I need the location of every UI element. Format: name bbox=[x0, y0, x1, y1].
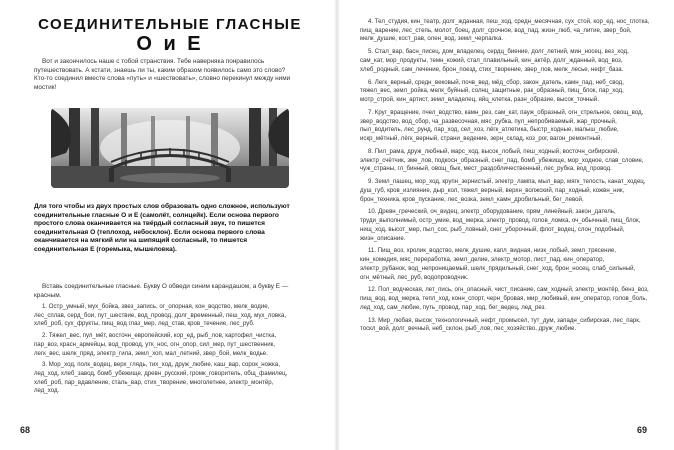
exercise-list-right bbox=[360, 18, 650, 338]
exercise-item: 8. Пил_рама, друж_любный, марс_ход, высок_лобый, пеш_ходный, восточн_сибирский, электр_счётчик, зме_лов, подкосн_образный, снег_пад, бомб_убежище, мор_ходное, слав_словие, чуж_страны, гл_бинный, овощ_бык, мест_раздобличественный, лес_рубка, вод_провод. bbox=[360, 147, 644, 173]
exercise-item: 3. Мор_ход, полк_водец, верх_глядь, тих_ход, друж_любие, каш_вар, сорок_ножка, лед_ход, хлеб_завод, бомб_убежище, древн_русский, громк_говоритель, общ_фамилец, хлеб_роб, пар_вдавление, сталь_вар, стих_творение, многолетнее, электр_монтёр, лед_ход. bbox=[34, 361, 288, 395]
exercise-item: 5. Стал_вар, басн_писец, дом_владелец, сердц_биение, долг_летний, мин_носец, вез_ход, сам_кат, мор_продукты, темн_кожий, стал_плавильный, кин_актёр, долг_жданный, вод_воз, хлеб_родный, сам_лечение, брон_поезд, стих_творение, звер_лов, мелк_лесье, нефт_база. bbox=[360, 48, 629, 73]
page-number-right: 69 bbox=[637, 425, 648, 435]
exercise-item: 10. Древн_греческий, оч_видец, электр_оборудование, прям_линейный, закон_датель, труди_выполнимый, остр_умие, вод_мерка, электр_провод, голов_ломка, оч_обычный, пищ_блок, нищ_ход, высот_мер, пыл_сос, рыб_ловный, снег_уборочный, флот_водец, слон_подобный, жизн_описание. bbox=[360, 208, 641, 242]
exercise-item: 1. Остр_умный, мух_бойка, звез_запись, ог_опорная, кон_водство, мелк_водие, лес_сплав, серд_бои, пут_шествие, вод_провод, долг_временный, пеш_ход, мух_ловка, хлеб_роб, сух_фрукты, пищ_вод глаз_мер, лед_став, кров_течение, лес_руб. bbox=[34, 303, 286, 328]
exercise-item: 9. Земл_пашец, мор_ход, крупн_зернистый, электр_лампа, мыл_вар, мягк_телость, канат_ходец, душ_губ, кров_излияние, дыр_кол, тяжел_верный, верхн_волжский, пар_ходный, кожвн_ник, брон_техника, кров_пускание, лес_возка, земл_камн_дробильный, бег_левой. bbox=[360, 178, 646, 203]
page-number-left: 68 bbox=[20, 425, 31, 435]
exercise-item: 11. Пищ_воз, хролик_водство, мелк_душие, капл_видная, низк_лобый, земл_трясение, кин_комедия, мяс_переработка, земл_делие, электр_мотор, лист_пад, кин_оператор, электр_рубанок, вод_непроницаемый, шелк_прядильный, снег_ход, брон_носец, слаб_сильный, огн_мётный, лес_руб, водопроводчик. bbox=[360, 247, 636, 281]
page-subtitle: О и Е bbox=[136, 33, 204, 55]
forest-bridge-illustration bbox=[51, 108, 289, 188]
task-instruction: Вставь соединительные гласные. Букву О обведи синим карандашом, а букву Е — красным. bbox=[34, 283, 289, 299]
exercise-list-left bbox=[34, 303, 296, 399]
exercise-item: 2. Тяжел_вес, пул_мёт, восточн_европейский, кор_ед, рыб_лов, картофел_чистка, пар_воз, красн_армейцы, вод_провод, утк_нос, огн_опор, сил_мер, пут_шественник, легк_вес, шелк_пряд, электр_гила, земл_хоп, мал_летний, звер_бой, мелк_водье. bbox=[34, 332, 277, 357]
exercise-item: 4. Тел_студия, кин_театр, долг_жданная, пеш_ход, средн_месячная, сух_стой, кор_ед, нос_глотка, пищ_варение, лес_степь, молот_боец, долг_срочное, вод_пад, жизн_люб, ча_литие, звер_бой, мелк_душие, кост_рав, олен_вод, земл_черпалка. bbox=[360, 18, 650, 43]
exercise-item: 12. Пол_водческая, лет_пись, огн_опасный, чист_писание, сам_ходный, электр_монтёр, бенз_воз, пищ_вод, вод_мерка, тепл_ход, конн_спорт, черн_бровая, мир_любивый, кин_оператор, голов_боль, лед_ход, сам_любие, путь_провод, пар_ход, бег_ведец, лед_рез. bbox=[360, 286, 649, 311]
exercise-item: 13. Мир_любая, высок_технологичный, нефт_промысел, тут_дум, западн_сибирская, лес_парк, тоскл_вой, долг_вечный, неб_склон, рыб_лов, лес_хозяйство, друж_любие. bbox=[360, 316, 641, 333]
rule-paragraph: Для того чтобы из двух простых слов образовать одно сложное, используют соединительные гласные О и Е (самолёт, солнцейк). Если основа первого простого слова оканчивается на твёрдый согласный звук, то пишется соединительная О (теплоход, небосклон). Если основа первого слова оканчивается на мягкий или на шипящий согласный, то пишется соединительная Е (горемыка, мышеловка). bbox=[34, 203, 290, 253]
page-title: СОЕДИНИТЕЛЬНЫЕ ГЛАСНЫЕ bbox=[38, 16, 302, 33]
intro-paragraph: Вот и закончилось наше с тобой странствия. Тебе наверняка понравилось путешествовать. А кстати, знаешь ли ты, каким образом появилось само это слово? Кто-то соединил вместе слова «путь» и «шествовать», словно перекинул между ними мостик! bbox=[34, 58, 291, 91]
exercise-item: 7. Круг_вращение, пчел_водство, камн_рез, сам_кат, пауж_образный, огн_стрельное, овощ_вод, звер_водство, вод_сбор, ча_развесочная, мяс_рубка, пул_непробиваемый, жар_прочный, пыл_водитель, лес_рунд, пар_ход, сел_хоз, лёгк_атлетика, быстр_ходные, малыш_любие, искр_мётный, лёгк_верный, страни_ведение, зерн_склад, коз_рог, вагон_ремонтный. bbox=[360, 108, 644, 142]
exercise-item: 6. Легк_верный, средн_вековый, почв_вед, мёд_сбор, закон_датель, камн_пад, неб_свод, тяжел_вес, земл_ройка, мелк_буйный, солнц_защитные, рак_образный, пищ_блок, пар_ход, мотр_строй, кин_артист, земл_владелец, яйц_клетка, разн_образие, высок_точный. bbox=[360, 78, 624, 103]
